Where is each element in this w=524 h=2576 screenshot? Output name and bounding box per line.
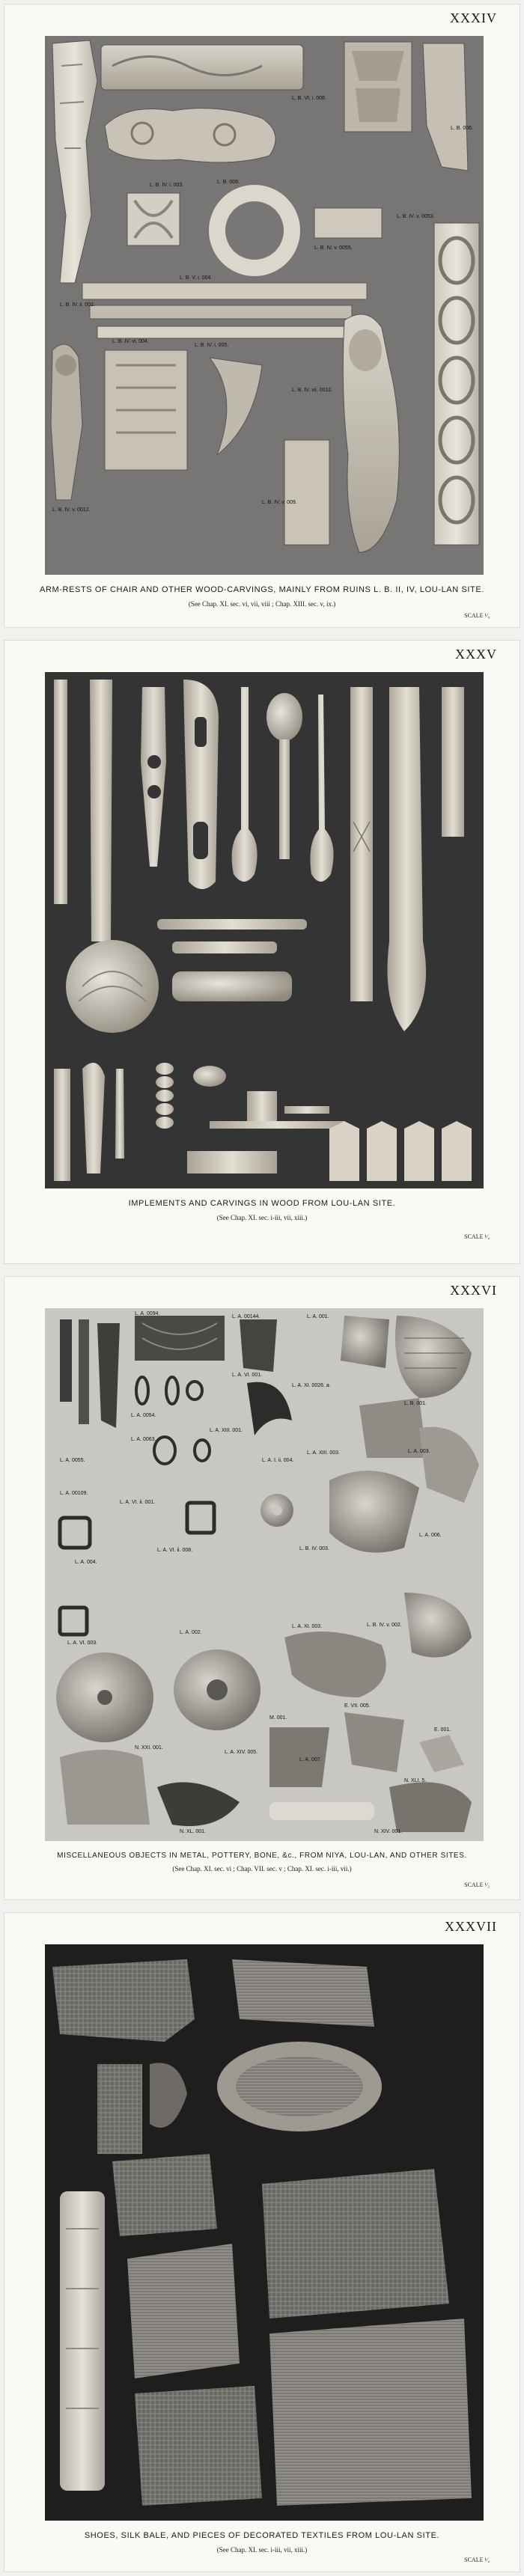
misc-objects-photo (45, 1308, 484, 1841)
plate-photo (45, 672, 484, 1188)
plate-photo (45, 1944, 484, 2521)
object-label: L. B. VI. i. 008. (292, 96, 326, 101)
object-label: L. A. I. ii. 004. (262, 1458, 294, 1463)
object-label: L. A. 003. (408, 1449, 430, 1454)
object-label: L. A. VI. 003. (67, 1640, 98, 1646)
object-label: L. A. 004. (75, 1560, 97, 1565)
object-label: L. B. 001. (404, 1401, 427, 1406)
plate-photo (45, 36, 484, 575)
object-label: L. B. IV. i. 005. (195, 343, 229, 348)
plate-subcaption: (See Chap. XI. sec. i-iii, vii, xiii.) (216, 1214, 308, 1221)
object-label: L. B. IV. vii. 0010. (292, 388, 333, 393)
object-label: L. B. IV. 003. (299, 1546, 329, 1551)
plate-page-34 (4, 4, 520, 627)
object-label: L. B. IV. v. 0012. (52, 507, 91, 513)
plate-photo (45, 1308, 484, 1841)
plate-number: XXXIV (450, 10, 497, 25)
plate-scale: SCALE ¹⁄₂ (464, 1881, 490, 1888)
object-label: L. A. 0094. (135, 1311, 160, 1316)
textiles-photo (45, 1944, 484, 2521)
object-label: L. A. 002. (180, 1630, 202, 1635)
object-label: L. A. VI. ii. 001. (120, 1500, 156, 1505)
object-label: L. A. 00144. (232, 1314, 261, 1319)
object-label: N. XL. 001. (180, 1829, 207, 1834)
object-label: L. B. IV. v. 0055. (314, 245, 353, 251)
wood-carvings-photo (45, 36, 484, 575)
plate-caption: ARM-RESTS OF CHAIR AND OTHER WOOD-CARVINGS, MAINLY FROM RUINS L. B. II, IV, LOU-LAN SITE. (40, 585, 484, 594)
plate-subcaption: (See Chap. XI. sec. vi, vii, viii ; Chap. XIII. sec. v, ix.) (188, 600, 336, 608)
plate-scale: SCALE ¹⁄₄ (464, 2557, 490, 2563)
object-label: L. B. IV. ii. 002. (60, 302, 95, 308)
object-label: L. A. 007. (299, 1757, 322, 1762)
object-label: L. B. IV. i. 003. (150, 183, 184, 188)
object-label: E. 001. (434, 1727, 451, 1733)
object-label: L. B. V. i. 004. (180, 275, 213, 281)
object-label: M. 001. (269, 1715, 287, 1721)
plate-scale: SCALE ¹⁄₄ (464, 1233, 490, 1240)
object-label: L. A. XI. 003. (292, 1624, 323, 1629)
object-label: L. A. VI. ii. 008. (157, 1548, 193, 1553)
wooden-implements-photo (45, 672, 484, 1188)
object-label: L. B. IV. v. 009. (262, 500, 297, 505)
object-label: L. B. IV. v. 0053. (397, 214, 435, 219)
object-label: L. B. 006. (451, 126, 473, 131)
object-label: L. A. 00109. (60, 1491, 88, 1496)
object-label: N. XIV. 001. (374, 1829, 403, 1834)
plate-page-35 (4, 641, 520, 1263)
object-label: L. A. XIII. 001. (210, 1428, 243, 1433)
plate-page-36 (4, 1277, 520, 1899)
object-label: L. A. 0055. (60, 1458, 85, 1463)
object-label: N. XXI. 001. (135, 1745, 163, 1751)
plate-number: XXXVII (445, 1919, 497, 1934)
plate-subcaption: (See Chap. XI. sec. i-iii, vii, xiii.) (216, 2546, 308, 2554)
plate-number: XXXVI (450, 1283, 497, 1298)
object-label: L. A. XIII. 003. (307, 1450, 340, 1456)
object-label: L. A. XI. 0026. a. (292, 1383, 331, 1388)
plate-caption: MISCELLANEOUS OBJECTS IN METAL, POTTERY, BONE, &c., FROM NIYA, LOU-LAN, AND OTHER SITES. (57, 1852, 467, 1860)
object-label: L. A. 0054. (131, 1413, 156, 1418)
object-label: E. VII. 005. (344, 1703, 371, 1709)
object-label: L. A. 006. (419, 1533, 442, 1538)
object-label: L. B. IV. v. 002. (367, 1623, 402, 1628)
plate-caption: SHOES, SILK BALE, AND PIECES OF DECORATED TEXTILES FROM LOU-LAN SITE. (84, 2531, 440, 2540)
plate-page-37 (4, 1913, 520, 2572)
object-label: N. XLI. 5. (404, 1778, 427, 1783)
plate-caption: IMPLEMENTS AND CARVINGS IN WOOD FROM LOU-LAN SITE. (128, 1199, 396, 1208)
plate-scale: SCALE ¹⁄₄ (464, 612, 490, 619)
object-label: L. A. VI. 001. (232, 1373, 263, 1378)
object-label: L. A. 0063. (131, 1437, 156, 1442)
object-label: L. B. 008. (217, 180, 240, 185)
plate-number: XXXV (455, 647, 497, 662)
object-label: L. B. IV. vi. 004. (112, 339, 149, 344)
object-label: L. A. XIV. 005. (225, 1750, 258, 1755)
object-label: L. A. 001. (307, 1314, 329, 1319)
plate-subcaption: (See Chap. XI. sec. vi ; Chap. VII. sec. v ; Chap. XI. sec. i-iii, vii.) (172, 1865, 352, 1873)
